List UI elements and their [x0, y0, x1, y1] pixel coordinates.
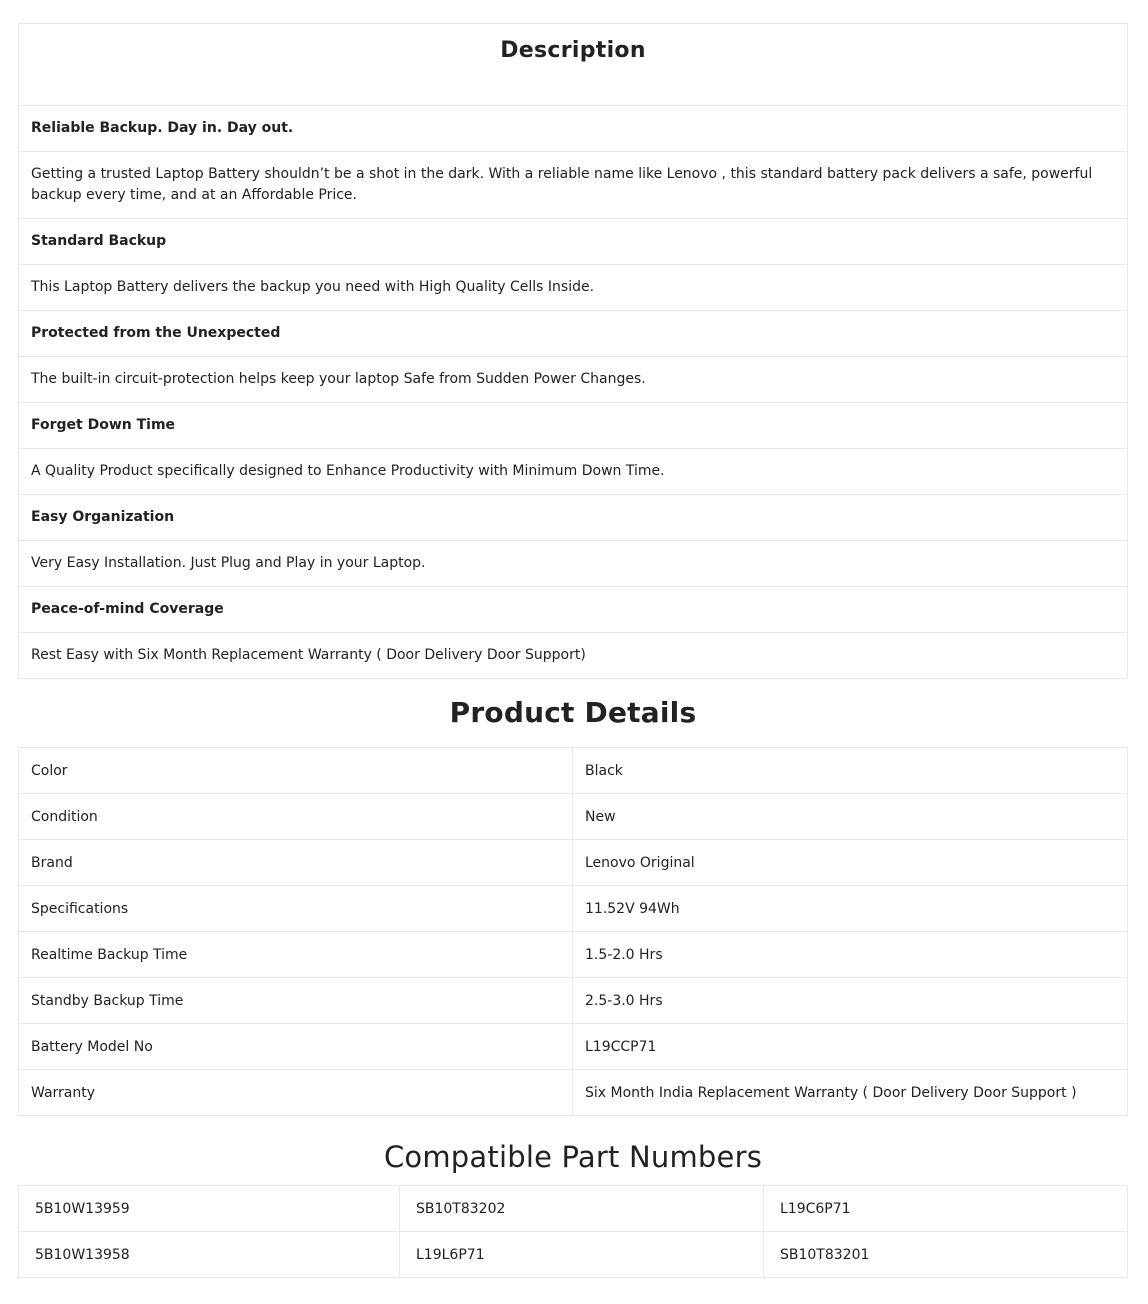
detail-value: Lenovo Original: [573, 840, 1128, 886]
detail-label: Realtime Backup Time: [19, 932, 573, 978]
table-row: [19, 748, 1128, 794]
table-row: [19, 794, 1128, 840]
table-row: [19, 978, 1128, 1024]
part-number: L19L6P71: [400, 1232, 764, 1278]
detail-label: Standby Backup Time: [19, 978, 573, 1024]
detail-value: 2.5-3.0 Hrs: [573, 978, 1128, 1024]
description-title: Description: [500, 38, 646, 63]
table-row: [19, 932, 1128, 978]
section-text: A Quality Product specifically designed to Enhance Productivity with Minimum Down Time.: [19, 449, 1128, 495]
table-row: [19, 1024, 1128, 1070]
section-text: This Laptop Battery delivers the backup you need with High Quality Cells Inside.: [19, 265, 1128, 311]
detail-value: L19CCP71: [573, 1024, 1128, 1070]
table-row: [19, 840, 1128, 886]
section-heading: Standard Backup: [19, 219, 1128, 265]
table-row: [19, 1070, 1128, 1116]
detail-label: Color: [19, 748, 573, 794]
detail-value: New: [573, 794, 1128, 840]
section-text: Very Easy Installation. Just Plug and Play in your Laptop.: [19, 541, 1128, 587]
section-text: Rest Easy with Six Month Replacement Warranty ( Door Delivery Door Support): [19, 633, 1128, 679]
part-number: 5B10W13959: [19, 1186, 400, 1232]
detail-value: 11.52V 94Wh: [573, 886, 1128, 932]
part-number: L19C6P71: [764, 1186, 1128, 1232]
detail-value: Six Month India Replacement Warranty ( Door Delivery Door Support ): [573, 1070, 1128, 1116]
detail-value: 1.5-2.0 Hrs: [573, 932, 1128, 978]
section-heading: Peace-of-mind Coverage: [19, 587, 1128, 633]
detail-label: Specifications: [19, 886, 573, 932]
product-details-table: [18, 747, 1128, 1116]
table-row: [19, 1186, 1128, 1232]
detail-label: Condition: [19, 794, 573, 840]
detail-label: Battery Model No: [19, 1024, 573, 1070]
detail-label: Brand: [19, 840, 573, 886]
section-heading: Reliable Backup. Day in. Day out.: [19, 106, 1128, 152]
compatible-parts-title: Compatible Part Numbers: [383, 1140, 763, 1174]
detail-label: Warranty: [19, 1070, 573, 1116]
detail-value: Black: [573, 748, 1128, 794]
section-heading: Easy Organization: [19, 495, 1128, 541]
description-table: [18, 23, 1128, 679]
compatible-parts-table: [18, 1185, 1128, 1278]
section-text: Getting a trusted Laptop Battery shouldn’t be a shot in the dark. With a reliable name like Lenovo , this standard battery pack delivers a safe, powerful backup every time, and at an Affordable Price.: [19, 152, 1128, 219]
product-details-title: Product Details: [449, 696, 697, 729]
part-number: SB10T83202: [400, 1186, 764, 1232]
product-content: [18, 23, 1128, 1278]
table-row: [19, 1232, 1128, 1278]
section-text: The built-in circuit-protection helps keep your laptop Safe from Sudden Power Changes.: [19, 357, 1128, 403]
section-heading: Forget Down Time: [19, 403, 1128, 449]
section-heading: Protected from the Unexpected: [19, 311, 1128, 357]
part-number: 5B10W13958: [19, 1232, 400, 1278]
table-row: [19, 886, 1128, 932]
description-title-cell: [19, 24, 1128, 106]
part-number: SB10T83201: [764, 1232, 1128, 1278]
